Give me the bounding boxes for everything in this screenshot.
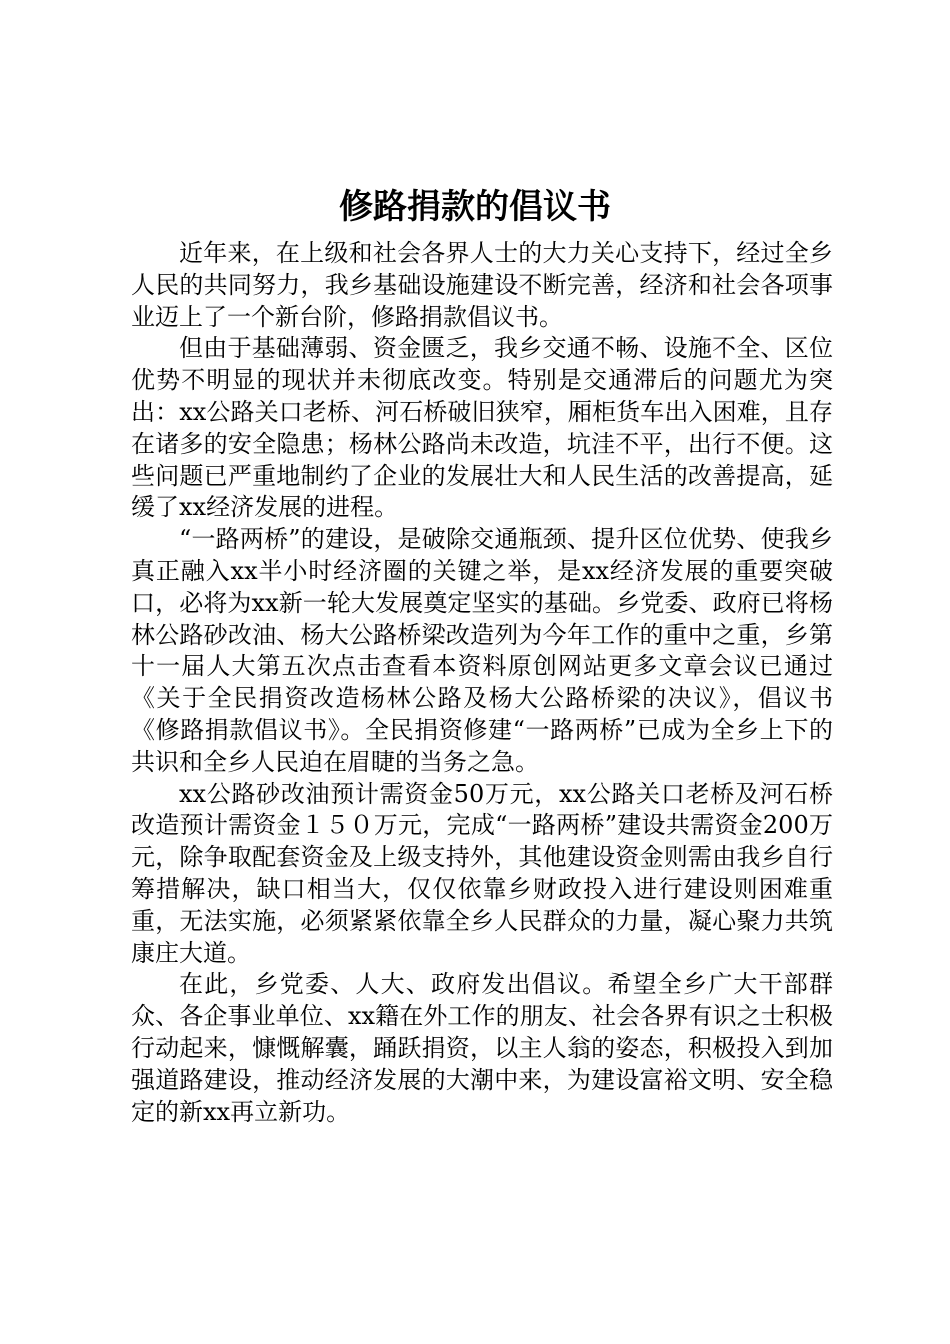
- paragraph: “一路两桥”的建设，是破除交通瓶颈、提升区位优势、使我乡真正融入xx半小时经济圈的关键之举，是xx经济发展的重要突破口，必将为xx新一轮大发展奠定坚实的基础。乡党委、政府已将杨林公路砂改油、杨大公路桥梁改造列为今年工作的重中之重，乡第十一届人大第五次点击查看本资料原创网站更多文章会议已通过《关于全民捐资改造杨林公路及杨大公路桥梁的决议》，倡议书《修路捐款倡议书》。全民捐资修建“一路两桥”已成为全乡上下的共识和全乡人民迫在眉睫的当务之急。: [131, 525, 833, 776]
- document-body: [131, 238, 833, 1128]
- document-title: 修路捐款的倡议书: [339, 187, 611, 227]
- paragraph: 在此，乡党委、人大、政府发出倡议。希望全乡广大干部群众、各企事业单位、xx籍在外工作的朋友、社会各界有识之士积极行动起来，慷慨解囊，踊跃捐资，以主人翁的姿态，积极投入到加强道路建设，推动经济发展的大潮中来，为建设富裕文明、安全稳定的新xx再立新功。: [131, 970, 833, 1126]
- paragraph: 但由于基础薄弱、资金匮乏，我乡交通不畅、设施不全、区位优势不明显的现状并未彻底改变。特别是交通滞后的问题尤为突出：xx公路关口老桥、河石桥破旧狭窄，厢柜货车出入困难，且存在诸多的安全隐患；杨林公路尚未改造，坑洼不平，出行不便。这些问题已严重地制约了企业的发展壮大和人民生活的改善提高，延缓了xx经济发展的进程。: [131, 334, 833, 522]
- paragraph: 近年来，在上级和社会各界人士的大力关心支持下，经过全乡人民的共同努力，我乡基础设施建设不断完善，经济和社会各项事业迈上了一个新台阶，修路捐款倡议书。: [131, 239, 833, 331]
- paragraph: xx公路砂改油预计需资金50万元，xx公路关口老桥及河石桥改造预计需资金１５０万元，完成“一路两桥”建设共需资金200万元，除争取配套资金及上级支持外，其他建设资金则需由我乡自行筹措解决，缺口相当大，仅仅依靠乡财政投入进行建设则困难重重，无法实施，必须紧紧依靠全乡人民群众的力量，凝心聚力共筑康庄大道。: [131, 779, 833, 967]
